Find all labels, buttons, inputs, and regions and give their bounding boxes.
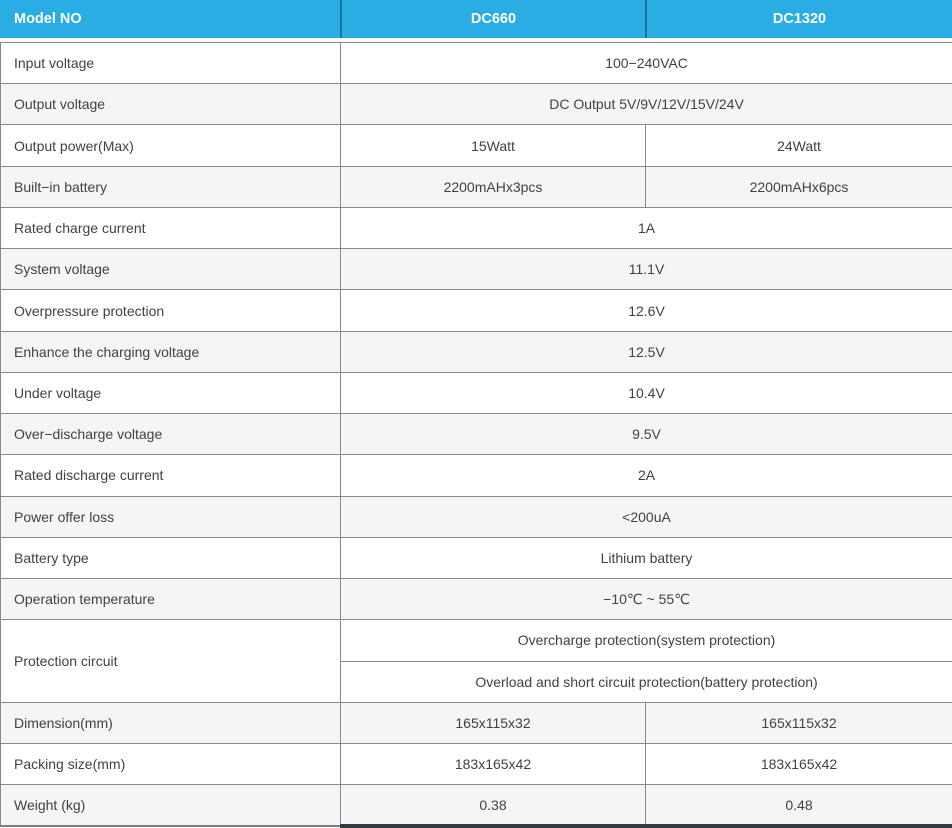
table-row xyxy=(1,455,952,496)
row-label: Dimension(mm) xyxy=(1,702,341,743)
table-row xyxy=(1,331,952,372)
row-value: 9.5V xyxy=(341,414,952,455)
row-value: 12.5V xyxy=(341,331,952,372)
table-row xyxy=(1,166,952,207)
row-label: Protection circuit xyxy=(1,620,341,702)
row-value: 1A xyxy=(341,207,952,248)
row-value-top: Overcharge protection(system protection) xyxy=(341,620,952,661)
row-label: Battery type xyxy=(1,537,341,578)
row-value: Lithium battery xyxy=(341,537,952,578)
row-value-dc1320: 24Watt xyxy=(646,125,952,166)
row-value-dc660: 15Watt xyxy=(341,125,646,166)
table-row xyxy=(1,785,952,826)
row-value: DC Output 5V/9V/12V/15V/24V xyxy=(341,84,952,125)
row-value: 10.4V xyxy=(341,372,952,413)
row-value-dc660: 2200mAHx3pcs xyxy=(341,166,646,207)
row-label: Output voltage xyxy=(1,84,341,125)
table-row xyxy=(1,579,952,620)
row-label: Over−discharge voltage xyxy=(1,414,341,455)
row-label: Weight (kg) xyxy=(1,785,341,826)
table-row xyxy=(1,125,952,166)
table-row xyxy=(1,372,952,413)
header-dc660: DC660 xyxy=(340,0,645,38)
row-value-bottom: Overload and short circuit protection(battery protection) xyxy=(341,661,952,702)
row-label: Operation temperature xyxy=(1,579,341,620)
row-label: Enhance the charging voltage xyxy=(1,331,341,372)
row-label: Rated discharge current xyxy=(1,455,341,496)
row-value: 100−240VAC xyxy=(341,43,952,84)
row-label: Output power(Max) xyxy=(1,125,341,166)
row-value-dc660: 165x115x32 xyxy=(341,702,646,743)
table-row xyxy=(1,84,952,125)
row-value: 12.6V xyxy=(341,290,952,331)
table-row xyxy=(1,249,952,290)
table-row xyxy=(1,702,952,743)
table-header-row xyxy=(0,0,952,38)
row-value-dc1320: 165x115x32 xyxy=(646,702,952,743)
row-label: Under voltage xyxy=(1,372,341,413)
row-value-dc660: 0.38 xyxy=(341,785,646,826)
table-row xyxy=(1,43,952,84)
row-value: 11.1V xyxy=(341,249,952,290)
spec-table xyxy=(0,42,952,828)
row-label: Input voltage xyxy=(1,43,341,84)
table-row xyxy=(1,207,952,248)
row-label: Overpressure protection xyxy=(1,290,341,331)
row-label: System voltage xyxy=(1,249,341,290)
row-value-dc1320: 183x165x42 xyxy=(646,743,952,784)
table-row xyxy=(1,290,952,331)
table-row xyxy=(1,743,952,784)
row-label: Packing size(mm) xyxy=(1,743,341,784)
row-value-dc660: 183x165x42 xyxy=(341,743,646,784)
row-value: <200uA xyxy=(341,496,952,537)
table-row xyxy=(1,537,952,578)
table-row xyxy=(1,414,952,455)
row-label: Rated charge current xyxy=(1,207,341,248)
table-row xyxy=(1,620,952,661)
row-label: Power offer loss xyxy=(1,496,341,537)
row-value-dc1320: 2200mAHx6pcs xyxy=(646,166,952,207)
row-label: Built−in battery xyxy=(1,166,341,207)
header-model-no: Model NO xyxy=(14,11,82,27)
header-dc1320: DC1320 xyxy=(645,0,952,38)
row-value: −10℃ ~ 55℃ xyxy=(341,579,952,620)
table-row xyxy=(1,496,952,537)
row-value: 2A xyxy=(341,455,952,496)
row-value-dc1320: 0.48 xyxy=(646,785,952,826)
